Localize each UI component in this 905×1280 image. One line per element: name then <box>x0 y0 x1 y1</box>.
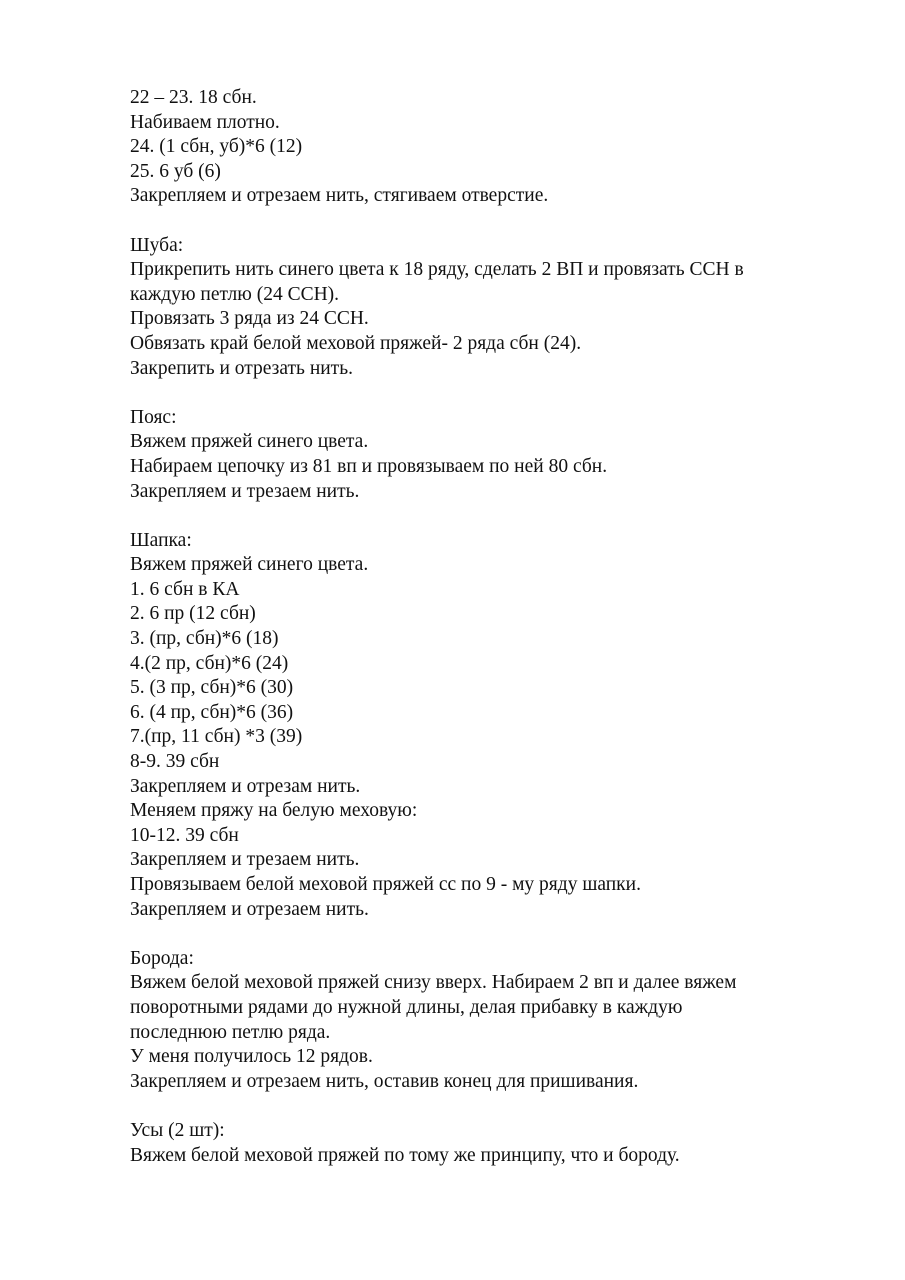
section-heading: Усы (2 шт): <box>130 1119 225 1141</box>
section-heading: Пояс: <box>130 406 177 428</box>
text-line: Закрепляем и отрезаем нить, стягиваем отверстие. <box>130 185 549 207</box>
section-hat <box>130 529 820 923</box>
text-line: 7.(пр, 11 сбн) *3 (39) <box>130 726 303 748</box>
text-line: 10-12. 39 сбн <box>130 824 239 846</box>
text-line: Меняем пряжу на белую меховую: <box>130 800 418 822</box>
text-line: 4.(2 пр, сбн)*6 (24) <box>130 652 289 674</box>
section-heading: Борода: <box>130 947 194 969</box>
section-heading: Шуба: <box>130 234 184 256</box>
paragraph-gap <box>130 922 820 947</box>
text-line: Закрепляем и трезаем нить. <box>130 849 360 871</box>
text-line: 1. 6 сбн в КА <box>130 578 240 600</box>
text-line: каждую петлю (24 ССН). <box>130 283 340 305</box>
text-line: поворотными рядами до нужной длины, делая прибавку в каждую <box>130 996 683 1018</box>
text-line: 8-9. 39 сбн <box>130 751 220 773</box>
text-line: Закрепляем и отрезаем нить. <box>130 898 369 920</box>
section-mustache <box>130 1119 820 1168</box>
section-beard <box>130 947 820 1095</box>
section-belt <box>130 406 820 504</box>
paragraph-gap <box>130 381 820 406</box>
text-line: Провязываем белой меховой пряжей сс по 9 - му ряду шапки. <box>130 874 641 895</box>
text-line: Вяжем пряжей синего цвета. <box>130 431 369 453</box>
document-page <box>130 86 820 1168</box>
paragraph-gap <box>130 209 820 234</box>
text-line: Закрепляем и отрезам нить. <box>130 775 361 797</box>
text-line: Провязать 3 ряда из 24 ССН. <box>130 308 369 330</box>
text-line: последнюю петлю ряда. <box>130 1021 331 1043</box>
text-line: 25. 6 уб (6) <box>130 160 221 182</box>
text-line: Прикрепить нить синего цвета к 18 ряду, сделать 2 ВП и провязать ССН в <box>130 259 744 281</box>
section-heading: Шапка: <box>130 529 192 551</box>
text-line: 3. (пр, сбн)*6 (18) <box>130 628 279 650</box>
text-line: Закрепляем и отрезаем нить, оставив конец для пришивания. <box>130 1070 639 1092</box>
section-coat <box>130 234 820 382</box>
text-line: 5. (3 пр, сбн)*6 (30) <box>130 677 294 699</box>
text-line: Вяжем белой меховой пряжей по тому же принципу, что и бороду. <box>130 1144 680 1166</box>
text-line: Вяжем белой меховой пряжей снизу вверх. Набираем 2 вп и далее вяжем <box>130 972 737 994</box>
paragraph-gap <box>130 1094 820 1119</box>
paragraph-gap <box>130 504 820 529</box>
text-line: 6. (4 пр, сбн)*6 (36) <box>130 701 294 723</box>
section-head-finish <box>130 86 820 209</box>
text-line: Закрепляем и трезаем нить. <box>130 480 360 502</box>
text-line: 24. (1 сбн, уб)*6 (12) <box>130 136 303 158</box>
text-line: 22 – 23. 18 сбн. <box>130 87 257 108</box>
text-line: У меня получилось 12 рядов. <box>130 1046 373 1068</box>
text-line: Набираем цепочку из 81 вп и провязываем по ней 80 сбн. <box>130 455 608 477</box>
text-line: 2. 6 пр (12 сбн) <box>130 603 256 625</box>
text-line: Закрепить и отрезать нить. <box>130 357 353 379</box>
text-line: Обвязать край белой меховой пряжей- 2 ряда сбн (24). <box>130 332 582 354</box>
text-line: Набиваем плотно. <box>130 111 280 133</box>
text-line: Вяжем пряжей синего цвета. <box>130 554 369 576</box>
